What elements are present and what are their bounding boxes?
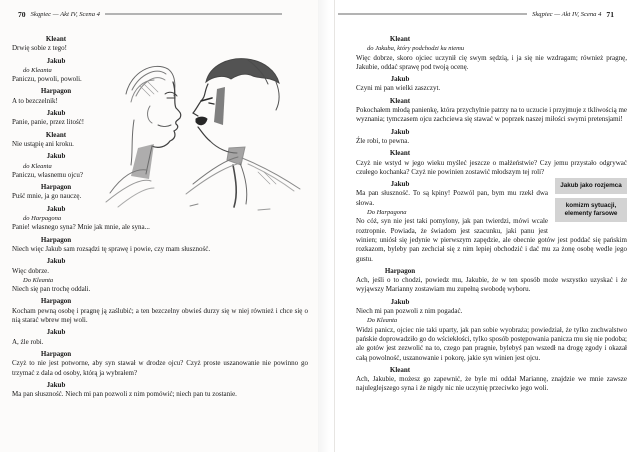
- dialogue-line: Ach, Jakubie, możesz go zapewnić, że byle mi oddał Mariannę, znajdzie we mnie zawsze najuleglejszego syna i że nigdy nic nie uczynię przeciwko jego woli.: [356, 375, 627, 393]
- margin-note-box: Jakub jako rozjemca: [555, 178, 627, 194]
- header-rule: [338, 13, 527, 15]
- stage-direction: do Jakuba, który podchodzi ku niemu: [367, 45, 465, 53]
- speaker-name: Harpagon: [40, 297, 72, 306]
- running-title: Skąpiec — Akt IV, Scena 4: [30, 10, 100, 18]
- speaker-name: Kleant: [389, 365, 411, 374]
- margin-note-box: komizm sytuacji, elementy farsowe: [555, 198, 627, 222]
- dialogue-line: No cóż, syn nie jest taki pomylony, jak pan twierdzi, mówi wcale roztropnie. Powiada, że świadom jest szacunku, jaki panu jest winien; uniósł się jedynie w pierwszym zapędzie, ale obecnie gotów jest poddać się pańskim rozkazom, byleby pan zechciał się z nim lepiej obchodzić i dać mu za żonę osobę wedle jego gustu.: [356, 217, 627, 263]
- page-number: 70: [18, 9, 26, 19]
- dialogue-line: Paniczu, własnemu ojcu?: [12, 170, 83, 179]
- speaker-name: Kleant: [45, 35, 67, 43]
- speaker-name: Kleant: [389, 149, 411, 158]
- speaker-name: Jakub: [390, 127, 410, 136]
- speaker-name: Harpagon: [40, 87, 72, 96]
- speaker-name: Jakub: [46, 204, 66, 213]
- stage-direction: Do Kleanta: [367, 317, 398, 325]
- speaker-name: Harpagon: [40, 183, 72, 192]
- speaker-name: Jakub: [46, 328, 66, 337]
- dialogue-line: Panie, panie, przez litość!: [12, 118, 85, 127]
- dialogue-line: Źle robi, to pewna.: [356, 136, 410, 145]
- dialogue-line: Czyni mi pan wielki zaszczyt.: [356, 84, 441, 93]
- speaker-name: Kleant: [389, 35, 411, 43]
- page-spine-line: [334, 0, 335, 452]
- header-rule: [105, 13, 282, 15]
- dialogue-line: Kocham pewną osobę i pragnę ją zaślubić; a ten bezczelny obwieś durzy się w niej również i chce się o nią starać wbrew mej woli.: [12, 306, 308, 325]
- speaker-name: Jakub: [46, 56, 66, 65]
- speaker-name: Jakub: [46, 109, 66, 118]
- margin-notes: [555, 178, 627, 222]
- dialogue-line: Więc dobrze.: [12, 266, 50, 275]
- stage-direction: Do Harpagona: [367, 209, 407, 217]
- dialogue-line: Czyż to nie jest potworne, aby syn stawał w drodze ojcu? Czyż proste uszanowanie nie powinno go trzymać z dala od osoby, którą ja wybrałem?: [12, 359, 308, 377]
- speaker-name: Jakub: [46, 380, 66, 389]
- speaker-name: Harpagon: [384, 266, 416, 275]
- stage-direction: do Kleanta: [23, 162, 52, 170]
- left-page-text: [12, 32, 308, 399]
- speaker-name: Harpagon: [40, 349, 72, 358]
- dialogue-line: Niech mi pan pozwoli z nim pogadać.: [356, 307, 463, 316]
- speaker-name: Jakub: [46, 152, 66, 161]
- speaker-name: Harpagon: [40, 235, 72, 244]
- dialogue-line: Drwię sobie z tego!: [12, 44, 68, 53]
- stage-direction: Do Kleanta: [23, 276, 54, 284]
- speaker-name: Jakub: [390, 180, 410, 189]
- dialogue-line: Ma pan słuszność. Niech mi pan pozwoli z nim pomówić; niech pan tu zostanie.: [12, 390, 237, 399]
- dialogue-line: Więc dobrze, skoro ojciec uczynił cię swym sędzią, i ja się nie wzdragam; również pragnę, Jakubie, oddać sprawę pod twoją ocenę.: [356, 53, 627, 71]
- stage-direction: do Kleanta: [23, 66, 52, 74]
- speaker-name: Jakub: [390, 75, 410, 84]
- running-header-left: [18, 9, 282, 19]
- running-title: Skąpiec — Akt IV, Scena 4: [532, 10, 602, 18]
- dialogue-line: Nie ustąpię ani kroku.: [12, 139, 74, 148]
- dialogue-line: Niech się pan trochę oddali.: [12, 285, 91, 294]
- page-number: 71: [606, 9, 614, 19]
- dialogue-line: Widzi panicz, ojciec nie taki uparty, jak pan sobie wyobraża; powiedział, że tylko zuchwalstwo pańskie doprowadziło go do wściekłości, tylko sposób postępowania panicza mu się nie podoba; ale gotów jest zezwolić na to, czego pan pragnie, bylebyś pan wszedł na drogę zgody i okazał całą powolność, uszanowanie i pokorę, jakie syn winien jest ojcu.: [356, 325, 627, 362]
- dialogue-line: Ach, jeśli o to chodzi, powiedz mu, Jakubie, że w ten sposób może wszystko uzyskać i że wyjąwszy Marianny zostawiam mu zupełną swobodę wyboru.: [356, 276, 627, 294]
- dialogue-line: Paniczu, powoli, powoli.: [12, 75, 82, 84]
- right-page-text: [356, 32, 627, 394]
- dialogue-line: Czyż nie wstyd w jego wieku myśleć jeszcze o małżeństwie? Czy jemu przystało odgrywać czułego kochanka? Czyż nie powinien zostawić młodszym tej roli?: [356, 158, 627, 176]
- dialogue-line: Pokochałem młodą panienkę, która przychylnie patrzy na to uczucie i przyjmuje z tkliwością me wyznania; tymczasem ojcu zachciewa się stawać w poprzek naszej miłości swymi pretensjami!: [356, 106, 627, 124]
- speaker-name: Kleant: [45, 130, 67, 139]
- speaker-name: Kleant: [389, 96, 411, 105]
- dialogue-line: Niech więc Jakub sam rozsądzi tę sprawę i powie, czy mam słuszność.: [12, 244, 211, 253]
- page-spine-shade: [318, 0, 338, 452]
- dialogue-line: Ma pan słuszność. To są kpiny! Pozwól pan, bym mu rzekł dwa słowa.: [356, 189, 548, 207]
- running-header-right: [338, 9, 614, 19]
- dialogue-line: A to bezczelnik!: [12, 96, 58, 105]
- speaker-name: Jakub: [46, 257, 66, 266]
- stage-direction: do Harpagona: [23, 215, 62, 223]
- dialogue-line: A, źle robi.: [12, 337, 44, 346]
- dialogue-line: Panie! własnego syna? Mnie jak mnie, ale syna...: [12, 223, 150, 232]
- speaker-name: Jakub: [390, 297, 410, 306]
- dialogue-line: Puść mnie, ja go nauczę.: [12, 192, 82, 201]
